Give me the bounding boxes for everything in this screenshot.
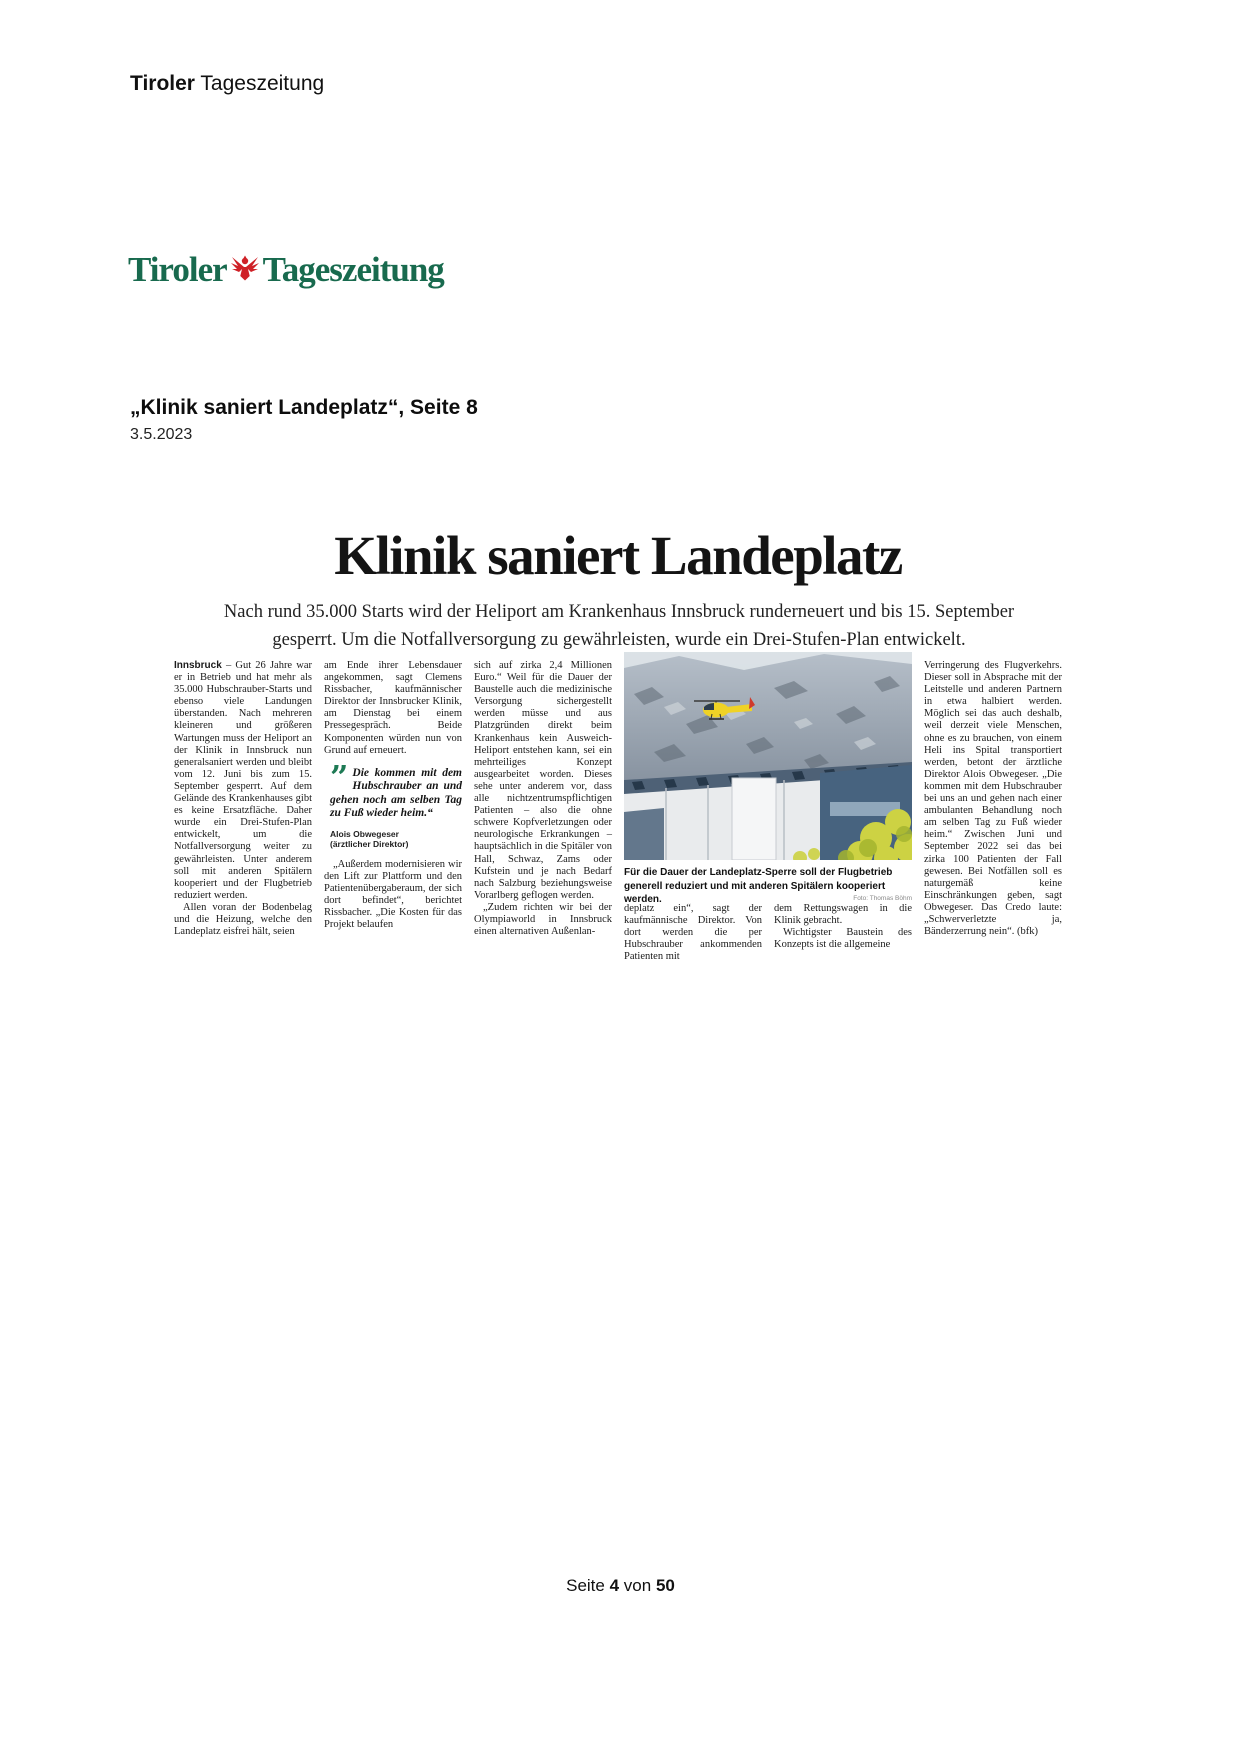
quote-attribution-role: (ärztlicher Direktor): [330, 839, 409, 850]
newspaper-logo: [128, 250, 444, 290]
quote-attribution: [324, 829, 462, 850]
document-header: [130, 72, 324, 96]
footer-middle: von: [623, 1576, 652, 1595]
article-column-1: [174, 660, 312, 938]
pull-quote: [324, 757, 462, 821]
paragraph: am Ende ihrer Lebensdauer angekommen, sagt Clemens Rissbacher, kaufmännischer Direktor der Innsbrucker Klinik, am Dienstag bei einem Pressegespräch. Beide Komponenten würden nun von Grund auf erneuert.: [324, 660, 462, 756]
paragraph: dem Rettungswagen in die Klinik gebracht.: [774, 903, 912, 927]
logo-word-right: Tageszeitung: [262, 250, 444, 289]
paragraph: [174, 660, 312, 902]
article-column-5: [774, 903, 912, 951]
quote-mark-icon: ”: [330, 757, 349, 796]
photo-caption-text: Für die Dauer der Landeplatz-Sperre soll der Flugbetrieb generell reduziert und mit anderen Spitälern kooperiert werden.: [624, 867, 893, 905]
body-text: Gut 26 Jahre war er in Betrieb und hat mehr als 35.000 Hubschrauber-Starts und ebenso viele Landungen überstanden. Nach mehreren kleineren und größeren Wartungen muss der Heliport an der Klinik in Innsbruck nun generalsaniert werden und bleibt vom 12. Juni bis zum 15. September gesperrt. Auf dem Gelände des Krankenhauses gibt es keine Ersatzfläche. Daher wurde ein Drei-Stufen-Plan entwickelt, um die Notfallversorgung weiter zu gewährleisten. Unter anderem soll mit anderen Spitälern kooperiert und der Flugbetrieb reduziert werden.: [174, 660, 312, 901]
photo-caption: [624, 866, 912, 907]
article-column-6: [924, 660, 1062, 938]
dateline: Innsbruck: [174, 660, 222, 671]
paragraph: Verringerung des Flugverkehrs. Dieser soll in Absprache mit der Leitstelle und anderen Partnern in etwa halbiert werden. Möglich sei das auch deshalb, weil derzeit viele Menschen, ohne es zu brauchen, von einem Heli ins Spital transportiert werden, betont der ärztliche Direktor Alois Obwegeser. „Die kommen mit dem Hubschrauber bei uns an und gehen nach einer ambulanten Behandlung noch am selben Tag zu Fuß wieder heim.“ Zwischen Juni und September 2022 sei das bei zirka 100 Patienten der Fall gewesen. Bei Notfällen soll es naturgemäß keine Einschränkungen geben, sagt Obwegeser. Das Credo laute: „Schwerverletzte ja, Bänderzerrung nein“. (bfk): [924, 660, 1062, 938]
quote-attribution-name: Alois Obwegeser: [330, 828, 399, 839]
photo-credit: Foto: Thomas Böhm: [853, 895, 912, 902]
logo-word-left: Tiroler: [128, 250, 227, 289]
dateline-separator: –: [221, 660, 236, 671]
paragraph: „Außerdem modernisieren wir den Lift zur Plattform und den Patientenübergaberaum, der sich dort befindet“, berichtet Rissbacher. „Die Kosten für das Projekt belaufen: [324, 858, 462, 931]
paragraph: sich auf zirka 2,4 Millionen Euro.“ Weil für die Dauer der Baustelle auch die medizinische Versorgung sichergestellt werden müsse und aus Platzgründen direkt beim Krankenhaus kein Ausweich-Heliport entstehen kann, sei ein mehrteiliges Konzept ausgearbeitet worden. Dieses sehe unter anderem vor, dass alle nichtzentrumspflichtigen Patienten – also die ohne schwere Kopfverletzungen oder neurologische Erkrankungen – hauptsächlich in die Spitäler von Hall, Schwaz, Zams oder Kufstein und je nach Bedarf nach Salzburg beziehungsweise Vorarlberg geflogen werden.: [474, 660, 612, 901]
clip-date: 3.5.2023: [130, 426, 193, 443]
article-column-3: [474, 660, 612, 938]
paragraph: deplatz ein“, sagt der kaufmännische Direktor. Von dort werden die per Hubschrauber ankommenden Patienten mit: [624, 903, 762, 963]
footer-prefix: Seite: [566, 1576, 605, 1595]
footer-page-number: 4: [609, 1576, 620, 1595]
paragraph: Allen voran der Bodenbelag und die Heizung, welche den Landeplatz eisfrei hält, seien: [174, 901, 312, 938]
article-column-2: [324, 660, 462, 931]
article-subtitle: Nach rund 35.000 Starts wird der Heliport am Krankenhaus Innsbruck runderneuert und bis 15. September gesperrt. Um die Notfallversorgung zu gewährleisten, wurde ein Drei-Stufen-Plan entwickelt.: [223, 602, 1015, 650]
header-brand-bold: Tiroler: [130, 72, 195, 95]
article-column-4: [624, 903, 762, 963]
article-photo: [624, 652, 912, 860]
page-footer: [0, 1576, 1241, 1596]
paragraph: Wichtigster Baustein des Konzepts ist die allgemeine: [774, 927, 912, 951]
article-headline: Klinik saniert Landeplatz: [334, 525, 902, 586]
paragraph: „Zudem richten wir bei der Olympiaworld in Innsbruck einen alternativen Außenlan-: [474, 901, 612, 938]
clip-title: „Klinik saniert Landeplatz“, Seite 8: [130, 396, 478, 419]
tyrolean-eagle-icon: [229, 252, 261, 288]
header-brand-rest: Tageszeitung: [194, 72, 325, 95]
footer-total-pages: 50: [655, 1576, 675, 1595]
pull-quote-text: Die kommen mit dem Hubschrauber an und gehen noch am selben Tag zu Fuß wieder heim.“: [330, 766, 462, 820]
